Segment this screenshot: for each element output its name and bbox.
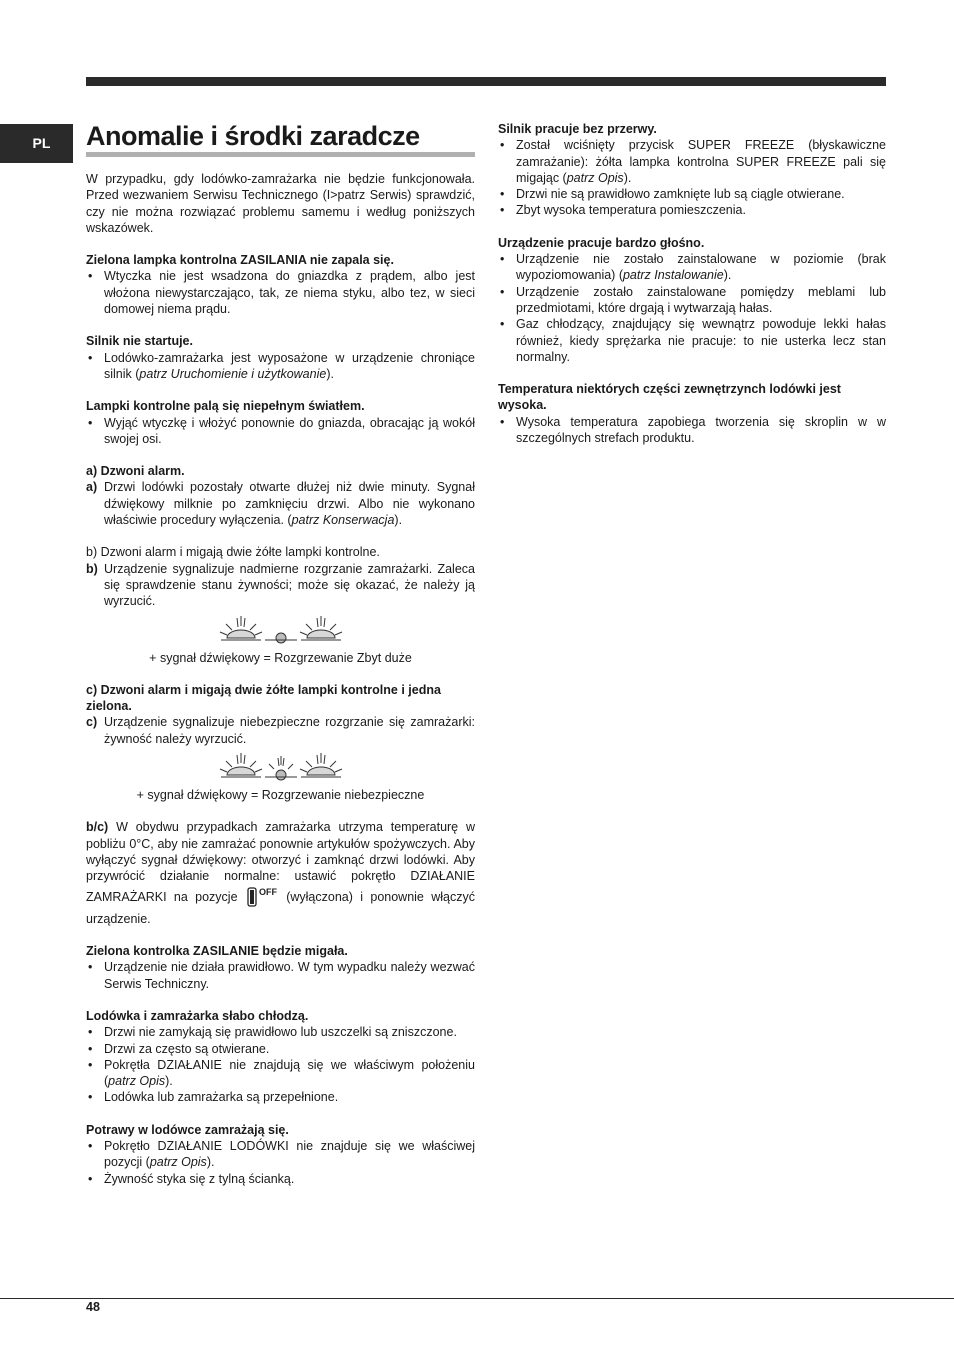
bullet-list — [86, 1138, 475, 1187]
title-underline — [86, 152, 475, 157]
section-heading: Temperatura niektórych części zewnętrzynch lodówki jest wysoka. — [498, 382, 841, 413]
list-item: • Pokrętła DZIAŁANIE nie znajdują się we właściwym położeniu (patrz Opis). — [86, 1057, 475, 1090]
subheading: b) Dzwoni alarm i migają dwie żółte lampki kontrolne. — [86, 545, 380, 560]
blinking-lamps-icon — [219, 753, 343, 787]
section-heading: Potrawy w lodówce zamrażają się. — [86, 1122, 289, 1137]
list-item: • Wyjąć wtyczkę i włożyć ponownie do gniazda, obracając ją wokół swojej osi. — [86, 415, 475, 448]
list-item: • Drzwi za często są otwierane. — [86, 1041, 475, 1057]
section-heading: c) Dzwoni alarm i migają dwie żółte lampki kontrolne i jedna zielona. — [86, 682, 441, 714]
section-heading: Zielona lampka kontrolna ZASILANIA nie zapala się. — [86, 253, 394, 268]
bullet-list — [86, 1024, 475, 1105]
bullet-list — [498, 414, 886, 447]
off-position-icon — [247, 885, 277, 911]
footer-rule — [0, 1298, 954, 1299]
list-item: • Wysoka temperatura zapobiega tworzenia się skroplin w w szczególnych strefach produktu. — [498, 414, 886, 447]
warning-lamps-figure-2 — [86, 753, 475, 787]
list-item: • Urządzenie zostało zainstalowane pomiędzy meblami lub przedmiotami, które drgają i wytwarzają hałas. — [498, 284, 886, 317]
list-item: • Urządzenie nie działa prawidłowo. W tym wypadku należy wezwać Serwis Techniczny. — [86, 959, 475, 992]
section-heading: a) Dzwoni alarm. — [86, 464, 185, 479]
labeled-paragraph: c) Urządzenie sygnalizuje niebezpieczne rozgrzanie się zamrażarki: żywność należy wyrzucić. — [86, 715, 475, 746]
warning-lamps-figure-1 — [86, 616, 475, 650]
bullet-list — [86, 415, 475, 448]
bullet-list — [498, 251, 886, 365]
list-item: • Lodówka lub zamrażarka są przepełnione. — [86, 1089, 475, 1105]
list-item: • Został wciśnięty przycisk SUPER FREEZE (błyskawiczne zamrażanie): żółta lampka kontrolna SUPER FREEZE pali się migając (patrz Opis). — [498, 137, 886, 186]
bullet-list — [86, 350, 475, 383]
list-item: • Urządzenie nie zostało zainstalowane w poziomie (brak wypoziomowania) (patrz Instalowanie). — [498, 251, 886, 284]
list-item: • Drzwi nie są prawidłowo zamknięte lub są ciągle otwierane. — [498, 186, 886, 202]
right-column — [498, 121, 886, 446]
figure-caption: + sygnał dźwiękowy = Rozgrzewanie Zbyt duże — [149, 650, 412, 665]
bullet-list — [498, 137, 886, 218]
list-item: • Wtyczka nie jest wsadzona do gniazdka z prądem, albo jest włożona niewystarczająco, tak, ze niema styku, albo tez, w sieci domowej niema prądu. — [86, 268, 475, 317]
section-heading: Lodówka i zamrażarka słabo chłodzą. — [86, 1008, 309, 1023]
section-heading: Silnik nie startuje. — [86, 334, 193, 349]
page-number: 48 — [86, 1300, 100, 1314]
section-heading: Lampki kontrolne palą się niepełnym światłem. — [86, 399, 365, 414]
bullet-list — [86, 268, 475, 317]
bullet-list — [86, 959, 475, 992]
blinking-lamps-icon — [219, 616, 343, 650]
svg-text:OFF: OFF — [258, 886, 277, 897]
list-item: • Gaz chłodzący, znajdujący się wewnątrz powoduje lekki hałas również, kiedy sprężarka nie pracuje: to nie usterka lecz stan normalny. — [498, 316, 886, 365]
language-tab: PL — [0, 124, 73, 163]
labeled-paragraph: b) Urządzenie sygnalizuje nadmierne rozgrzanie zamrażarki. Zaleca się sprawdzenie stanu żywności; może się okazać, że należy ją wyrzucić. — [86, 561, 475, 609]
section-heading: Silnik pracuje bez przerwy. — [498, 122, 657, 136]
list-item: • Pokrętło DZIAŁANIE LODÓWKI nie znajduje się we właściwej pozycji (patrz Opis). — [86, 1138, 475, 1171]
list-item: • Drzwi nie zamykają się prawidłowo lub uszczelki są zniszczone. — [86, 1024, 475, 1040]
labeled-paragraph: a) Drzwi lodówki pozostały otwarte dłużej niż dwie minuty. Sygnał dźwiękowy milknie po zamknięciu drzwi. Albo nie wykonano właściwie procedury wyłączenia. (patrz Konserwacja). — [86, 480, 475, 528]
left-column — [86, 171, 475, 1187]
list-item: • Zbyt wysoka temperatura pomieszczenia. — [498, 202, 886, 218]
section-heading: Urządzenie pracuje bardzo głośno. — [498, 235, 705, 250]
bc-paragraph: b/c) W obydwu przypadkach zamrażarka utrzyma temperaturę w pobliżu 0°C, aby nie zamrażać ponownie artykułów spożywczych. Aby wyłączyć sygnał dźwiękowy: otworzyć i zamknąć drzwi lodówki. Aby przywrócić działanie normalne: ustawić pokrętło DZIAŁANIE ZAMRAŻARKI na pozycje OFF (wyłączona) i ponownie włączyć urządzenie. — [86, 820, 475, 926]
top-bar — [86, 77, 886, 86]
figure-caption: + sygnał dźwiękowy = Rozgrzewanie niebezpieczne — [136, 788, 425, 803]
intro-paragraph: W przypadku, gdy lodówko-zamrażarka nie będzie funkcjonowała. Przed wezwaniem Serwisu Technicznego (I>patrz Serwis) sprawdzić, czy nie można rozwiązać problemu samemu i według poniższych wskazówek. — [86, 172, 475, 235]
list-item: • Żywność styka się z tylną ścianką. — [86, 1171, 475, 1187]
list-item: • Lodówko-zamrażarka jest wyposażone w urządzenie chroniące silnik (patrz Uruchomienie i użytkowanie). — [86, 350, 475, 383]
section-heading: Zielona kontrolka ZASILANIE będzie migała. — [86, 944, 348, 959]
page-title: Anomalie i środki zaradcze — [86, 121, 420, 151]
